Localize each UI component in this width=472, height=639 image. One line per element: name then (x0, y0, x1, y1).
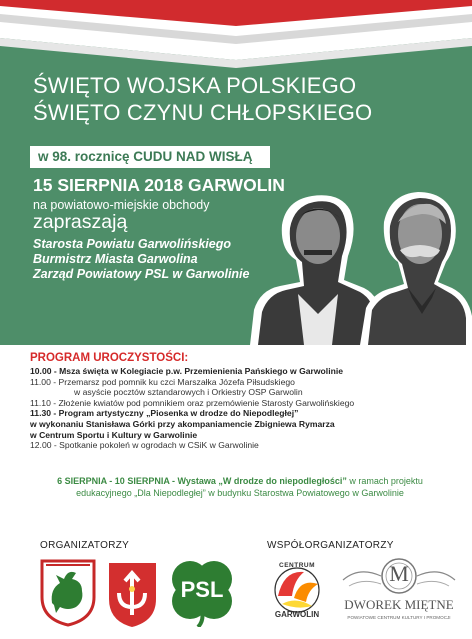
host-1: Starosta Powiatu Garwolińskiego (33, 237, 231, 251)
program-section (30, 352, 460, 451)
program-item: 11.30 - Program artystyczny „Piosenka w drodze do Niepodległej” (30, 408, 299, 419)
host-3: Zarząd Powiatowy PSL w Garwolinie (33, 267, 250, 281)
title-line-2: ŚWIĘTO CZYNU CHŁOPSKIEGO (33, 100, 373, 125)
coat-of-arms-gmina-icon (105, 559, 160, 629)
centrum-top-text: CENTRUM (279, 562, 315, 569)
portraits-image (240, 190, 472, 345)
coorganizers-label: WSPÓŁORGANIZATORZY (267, 540, 394, 551)
program-item: 11.10 - Złożenie kwiatów pod pomnikiem oraz przemówienie Starosty Garwolińskiego (30, 397, 355, 408)
program-item: 12.00 - Spotkanie pokoleń w ogrodach w CSiK w Garwolinie (30, 440, 259, 451)
program-item-cont: w Centrum Sportu i Kultury w Garwolinie (30, 429, 198, 440)
program-heading: PROGRAM UROCZYSTOŚCI: (30, 352, 189, 364)
invite-text: zapraszają (33, 211, 128, 233)
program-item-cont: w wykonaniu Stanisława Górki przy akompaniamencie Zbigniewa Rymarza (30, 418, 335, 429)
program-item: 11.00 - Przemarsz pod pomnik ku czci Marszałka Józefa Piłsudskiego (30, 376, 295, 387)
host-2: Burmistrz Miasta Garwolina (33, 252, 198, 266)
exhibition-line-2: edukacyjnego „Dla Niepodległej” w budynku Starostwa Powiatowego w Garwolinie (76, 488, 404, 498)
event-date: 15 SIERPNIA 2018 GARWOLIN (33, 175, 285, 195)
exhibition-note: 6 SIERPNIA - 10 SIERPNIA - Wystawa „W drodze do niepodległości” w ramach projektu edukacyjnego „Dla Niepodległej” w budynku Starostwa Powiatowego w Garwolinie (40, 475, 440, 499)
dworek-mietne-logo-icon (335, 556, 463, 626)
exhibition-title: 6 SIERPNIA - 10 SIERPNIA - Wystawa „W drodze do niepodległości” (57, 476, 347, 486)
psl-logo-text: PSL (180, 577, 224, 602)
event-type: na powiatowo-miejskie obchody (33, 198, 210, 212)
clover-psl-icon (168, 555, 236, 627)
organizers-label: ORGANIZATORZY (40, 540, 130, 551)
anniversary-banner: w 98. rocznicę CUDU NAD WISŁĄ (30, 146, 270, 168)
coat-of-arms-garwolin-icon (38, 557, 98, 627)
title-line-1: ŚWIĘTO WOJSKA POLSKIEGO (33, 73, 357, 98)
dworek-name: DWOREK MIĘTNE (344, 597, 454, 612)
program-item-cont: w asyście pocztów sztandarowych i Orkiestry OSP Garwolin (74, 387, 303, 398)
centrum-sportu-logo-icon (264, 560, 330, 628)
centrum-main-text: GARWOLIN (274, 610, 320, 619)
dworek-letter: M (389, 561, 409, 586)
program-item: 10.00 - Msza święta w Kolegiacie p.w. Przemienienia Pańskiego w Garwolinie (30, 366, 343, 376)
dworek-subtitle: POWIATOWE CENTRUM KULTURY I PROMOCJI (347, 615, 451, 620)
